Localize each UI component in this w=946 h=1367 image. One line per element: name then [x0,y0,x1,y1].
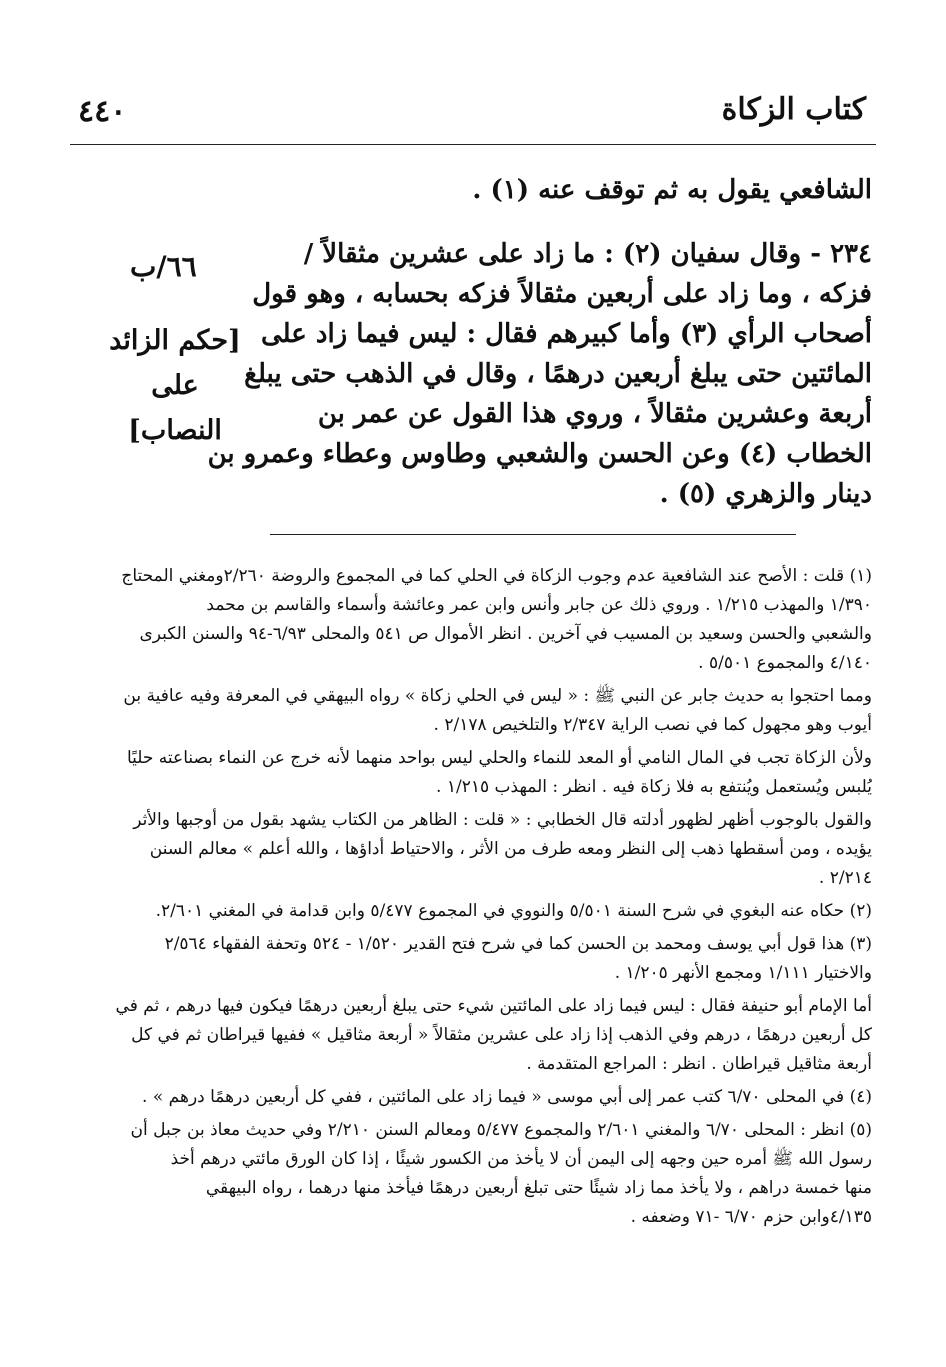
footnote-line: ٢/٢١٤ . [818,868,872,888]
footnote-line: ٤/١٤٠ والمجموع ٥/٥٠١ . [698,653,872,673]
margin-heading [100,318,250,453]
margin-heading-line: على [151,370,199,401]
manuscript-folio-marker: ٦٦/ب [130,250,197,283]
footnote-line: يُلبس ويُستعمل ويُنتفع به فلا زكاة فيه . انظر : المهذب ١/٢١٥ . [436,777,872,797]
paragraph-line: أربعة وعشرين مثقالاً ، وروي هذا القول عن عمر بن [317,399,872,429]
footnote-line: كل أربعين درهمًا ، درهم وفي الذهب إذا زاد على عشرين مثقالاً « أربعة مثاقيل » ففيها قيراطان ثم في كل [131,1025,872,1045]
footnote-line: ١/٣٩٠ والمهذب ١/٢١٥ . وروي ذلك عن جابر وأنس وابن عمر وعائشة وأسماء والقاسم بن محمد [206,595,872,615]
footnote-line: يؤيده ، ومن أسقطها ذهب إلى النظر ومعه طرف من الأثر ، والاحتياط أداؤها ، والله أعلم » معالم السنن [149,839,872,859]
footnote-line: (٤) في المحلى ٦/٧٠ كتب عمر إلى أبي موسى « فيما زاد على المائتين ، ففي كل أربعين درهمًا درهم » . [142,1087,872,1107]
footnote-line: أيوب وهو مجهول كما في نصب الراية ٢/٣٤٧ والتلخيص ٢/١٧٨ . [433,715,872,735]
lead-line: الشافعي يقول به ثم توقف عنه (١) . [472,175,872,205]
footnote-2 [72,897,872,926]
paragraph-line: الخطاب (٤) وعن الحسن والشعبي وطاوس وعطاء وعمرو بن [207,439,872,469]
footnote-1-continuation [72,806,872,893]
footnote-line: والقول بالوجوب أظهر لظهور أدلته قال الخطابي : « قلت : الظاهر من الكتاب يشهد بقول من أوجبها والأثر [133,810,872,830]
footnote-1 [72,562,872,678]
footnote-line: والاختيار ١/١١١ ومجمع الأنهر ١/٢٠٥ . [614,963,872,983]
footnote-line: (٥) انظر : المحلى ٦/٧٠ والمغني ٢/٦٠١ والمجموع ٥/٤٧٧ ومعالم السنن ٢/٢١٠ وفي حديث معاذ بن جبل أن [130,1120,872,1140]
footnote-separator [270,534,796,535]
footnote-line: (٣) هذا قول أبي يوسف ومحمد بن الحسن كما في شرح فتح القدير ١/٥٢٠ - ٥٢٤ وتحفة الفقهاء ٢/٥٦٤ [164,934,872,954]
footnote-5 [72,1116,872,1232]
footnote-line: أربعة مثاقيل قيراطان . انظر : المراجع المتقدمة . [526,1054,872,1074]
footnote-line: رسول الله ﷺ أمره حين وجهه إلى اليمن أن لا يأخذ من الكسور شيئًا ، إذا كان الورق مائتي درهم أخذ [170,1149,872,1169]
paragraph-line: فزكه ، وما زاد على أربعين مثقالاً فزكه بحسابه ، وهو قول [252,279,872,309]
footnote-4 [72,1083,872,1112]
main-paragraph [207,234,872,514]
paragraph-line: أصحاب الرأي (٣) وأما كبيرهم فقال : ليس فيما زاد على [261,319,872,349]
footnote-line: (١) قلت : الأصح عند الشافعية عدم وجوب الزكاة في الحلي كما في المجموع والروضة ٢/٢٦٠ومغني المحتاج [121,566,872,586]
running-head [70,92,876,145]
footnote-line: ٤/١٣٥وابن حزم ٦/٧٠ -٧١ وضعفه . [630,1207,872,1227]
margin-heading-line: [حكم الزائد [109,325,241,356]
footnote-line: والشعبي والحسن وسعيد بن المسيب في آخرين . انظر الأموال ص ٥٤١ والمحلى ٦/٩٣-٩٤ والسنن الكبرى [139,624,872,644]
paragraph-line: المائتين حتى يبلغ أربعين درهمًا ، وقال في الذهب حتى يبلغ [244,359,872,389]
footnote-line: ومما احتجوا به حديث جابر عن النبي ﷺ : « ليس في الحلي زكاة » رواه البيهقي في المعرفة وفيه عافية بن [123,686,872,706]
footnotes [72,562,872,1236]
book-title: كتاب الزكاة [721,92,866,127]
footnote-line: (٢) حكاه عنه البغوي في شرح السنة ٥/٥٠١ والنووي في المجموع ٥/٤٧٧ وابن قدامة في المغني ٢/٦٠١. [155,901,872,921]
footnote-3-continuation [72,992,872,1079]
margin-heading-line: النصاب] [128,415,222,446]
footnote-line: منها خمسة دراهم ، ولا يأخذ مما زاد شيئًا حتى تبلغ أربعين درهمًا فيأخذ منها درهما ، رواه البيهقي [205,1178,872,1198]
footnote-3 [72,930,872,988]
footnote-1-continuation [72,744,872,802]
footnote-line: ولأن الزكاة تجب في المال النامي أو المعد للنماء والحلي ليس بواحد منهما لأنه خرج عن النماء بصناعته حليًا [126,748,872,768]
footnote-1-continuation [72,682,872,740]
page-number: ٤٤٠ [78,94,127,129]
paragraph-line: دينار والزهري (٥) . [659,479,872,509]
paragraph-line: ٢٣٤ - وقال سفيان (٢) : ما زاد على عشرين مثقالاً / [303,239,872,269]
footnote-line: أما الإمام أبو حنيفة فقال : ليس فيما زاد على المائتين شيء حتى يبلغ أربعين درهمًا فيكون فيها درهم ، ثم في [115,996,872,1016]
